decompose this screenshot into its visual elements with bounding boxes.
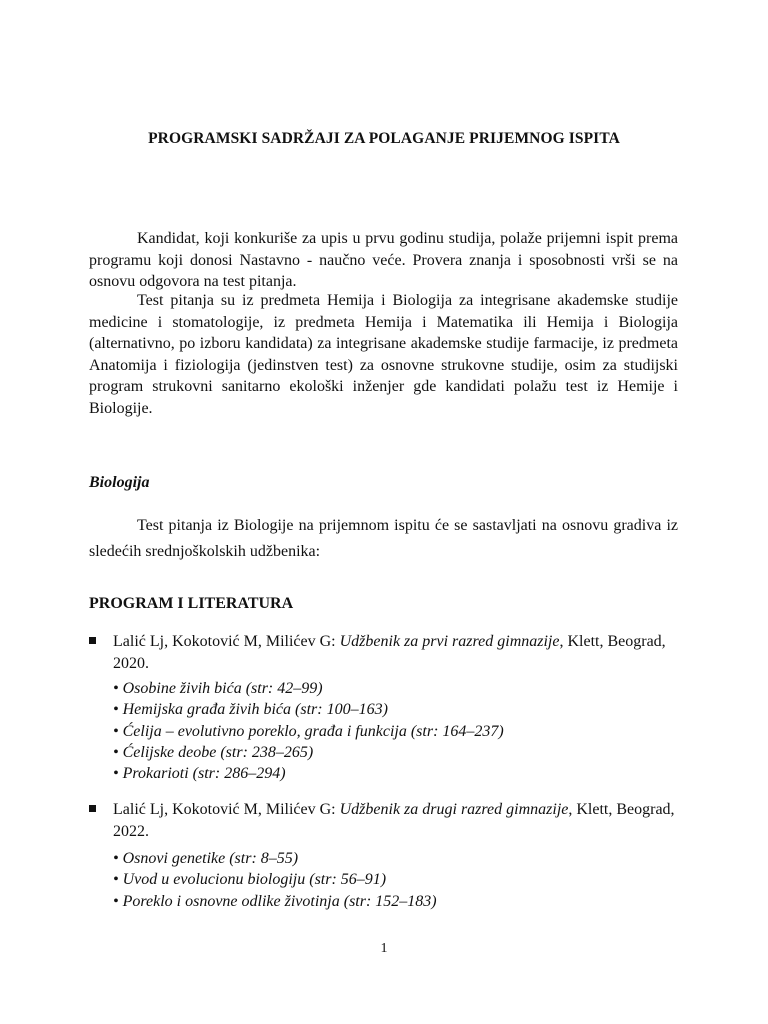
topic-item: • Ćelija – evolutivno poreklo, građa i funkcija (str: 164–237) — [113, 722, 504, 740]
page-number: 1 — [380, 941, 388, 956]
reference-authors: Lalić Lj, Kokotović M, Milićev G: — [113, 801, 340, 818]
section-heading-biologija: Biologija — [89, 474, 150, 491]
reference-text — [113, 631, 689, 674]
square-bullet-icon — [89, 637, 96, 644]
reference-text — [113, 799, 689, 842]
reference-authors: Lalić Lj, Kokotović M, Milićev G: — [113, 633, 340, 650]
intro-paragraph-2: Test pitanja su iz predmeta Hemija i Biologija za integrisane akademske studije medicine i stomatologije, iz predmeta Hemija i Matematika ili Hemija i Biologija (alternativno, po izboru kandidata) za integrisane akademske studije farmacije, iz predmeta Anatomija i fiziologija (jedinstven test) za osnovne strukovne studije, osim za studijski program strukovni sanitarno ekološki inženjer gde kandidati polažu test iz Hemije i Biologije. — [89, 292, 678, 417]
topic-item: • Hemijska građa živih bića (str: 100–163) — [113, 701, 388, 719]
topic-item: • Osobine živih bića (str: 42–99) — [113, 680, 323, 697]
program-heading: PROGRAM I LITERATURA — [89, 595, 294, 612]
topic-item: • Prokarioti (str: 286–294) — [113, 765, 286, 783]
reference-publisher: , Klett, Beograd, 2020. — [113, 633, 666, 672]
document-title: PROGRAMSKI SADRŽAJI ZA POLAGANJE PRIJEMNOG ISPITA — [148, 130, 620, 147]
topic-item: • Ćelijske deobe (str: 238–265) — [113, 743, 314, 761]
reference-book-title: Udžbenik za prvi razred gimnazije — [339, 633, 560, 650]
reference-item-1 — [89, 631, 689, 674]
reference-1-topic-list — [113, 678, 504, 784]
reference-2-topic-list — [113, 848, 437, 912]
topic-item: • Uvod u evolucionu biologiju (str: 56–91) — [113, 871, 387, 889]
topic-item: • Poreklo i osnovne odlike životinja (str: 152–183) — [113, 892, 437, 910]
reference-item-2 — [89, 799, 689, 842]
reference-publisher: , Klett, Beograd, 2022. — [113, 801, 675, 840]
topic-item: • Osnovi genetike (str: 8–55) — [113, 850, 299, 867]
square-bullet-icon — [89, 805, 96, 812]
reference-book-title: Udžbenik za drugi razred gimnazije — [339, 801, 569, 818]
section-intro-paragraph: Test pitanja iz Biologije na prijemnom ispitu će se sastavljati na osnovu gradiva iz sledećih srednjoškolskih udžbenika: — [89, 517, 678, 560]
intro-paragraph-1: Kandidat, koji konkuriše za upis u prvu godinu studija, polaže prijemni ispit prema programu koji donosi Nastavno - naučno veće. Provera znanja i sposobnosti vrši se na osnovu odgovora na test pitanja. — [89, 230, 678, 291]
